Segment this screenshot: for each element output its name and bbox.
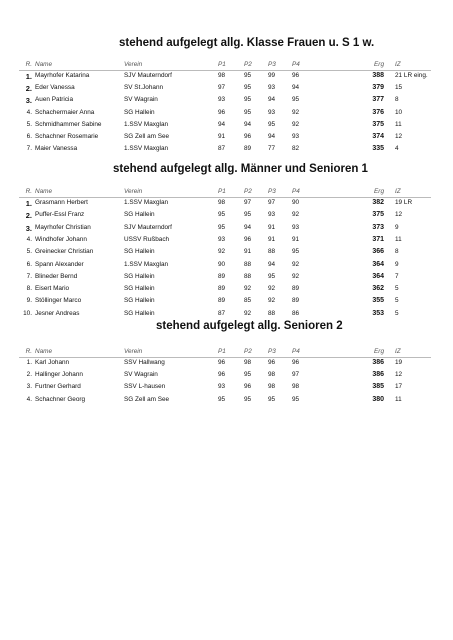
cell-iz: 5 bbox=[395, 297, 399, 305]
cell-name: Eisert Mario bbox=[35, 285, 70, 293]
cell-p3: 92 bbox=[268, 285, 276, 293]
header-name: Name bbox=[35, 188, 53, 195]
cell-verein: SSV L-hausen bbox=[124, 383, 166, 391]
cell-rank: 1. bbox=[25, 72, 32, 81]
cell-iz: 4 bbox=[395, 145, 399, 153]
header-erg: Erg bbox=[374, 61, 384, 68]
cell-erg: 375 bbox=[372, 120, 384, 128]
cell-p3: 77 bbox=[268, 145, 276, 153]
cell-iz: 19 bbox=[395, 359, 403, 366]
header-erg: Erg bbox=[374, 188, 384, 195]
table-row bbox=[0, 84, 453, 95]
cell-p4: 97 bbox=[292, 371, 300, 379]
cell-p3: 93 bbox=[268, 108, 276, 116]
cell-erg: 374 bbox=[372, 133, 384, 140]
table-row bbox=[0, 211, 453, 222]
header-verein: Verein bbox=[124, 348, 143, 355]
cell-verein: SG Hallein bbox=[124, 297, 155, 305]
cell-p1: 98 bbox=[218, 72, 226, 79]
cell-verein: SG Hallein bbox=[124, 248, 155, 256]
cell-p4: 98 bbox=[292, 383, 300, 391]
cell-erg: 371 bbox=[372, 235, 384, 243]
cell-p3: 88 bbox=[268, 309, 276, 317]
cell-erg: 355 bbox=[372, 297, 384, 305]
cell-erg: 385 bbox=[372, 383, 384, 391]
cell-p1: 92 bbox=[218, 248, 226, 256]
cell-rank: 2. bbox=[26, 371, 32, 379]
cell-p3: 94 bbox=[268, 133, 276, 140]
cell-p4: 91 bbox=[292, 235, 300, 243]
cell-erg: 364 bbox=[372, 272, 384, 280]
cell-p3: 95 bbox=[268, 395, 276, 403]
cell-iz: 12 bbox=[395, 371, 403, 379]
cell-erg: 364 bbox=[372, 260, 384, 268]
cell-p4: 90 bbox=[292, 199, 300, 206]
cell-name: Windhofer Johann bbox=[35, 235, 87, 243]
cell-name: Karl Johann bbox=[35, 359, 70, 366]
header-verein: Verein bbox=[124, 61, 143, 68]
header-iz: IZ bbox=[395, 188, 401, 195]
cell-verein: SV Wagrain bbox=[124, 371, 158, 379]
cell-iz: 12 bbox=[395, 211, 403, 219]
cell-name: Hallinger Johann bbox=[35, 371, 83, 379]
cell-name: Schachner Rosemarie bbox=[35, 133, 99, 140]
cell-p2: 97 bbox=[244, 199, 252, 206]
header-iz: IZ bbox=[395, 61, 401, 68]
cell-p2: 95 bbox=[244, 96, 252, 104]
cell-p4: 95 bbox=[292, 395, 300, 403]
cell-name: Spann Alexander bbox=[35, 260, 84, 268]
cell-verein: SG Hallein bbox=[124, 272, 155, 280]
cell-verein: USSV Rußbach bbox=[124, 235, 170, 243]
cell-erg: 366 bbox=[372, 248, 384, 256]
cell-p2: 88 bbox=[244, 260, 252, 268]
cell-rank: 2. bbox=[25, 84, 32, 94]
table-row bbox=[0, 72, 453, 83]
cell-p3: 98 bbox=[268, 371, 276, 379]
cell-erg: 362 bbox=[372, 285, 384, 293]
cell-p1: 91 bbox=[218, 133, 226, 140]
cell-p1: 97 bbox=[218, 84, 226, 92]
cell-name: Blineder Bernd bbox=[35, 272, 78, 280]
cell-p1: 98 bbox=[218, 199, 226, 206]
cell-rank: 1. bbox=[26, 359, 32, 366]
cell-rank: 3. bbox=[25, 96, 32, 106]
table-row bbox=[0, 109, 453, 120]
header-p3: P3 bbox=[268, 61, 276, 68]
header-erg: Erg bbox=[374, 348, 384, 355]
cell-p4: 92 bbox=[292, 260, 300, 268]
cell-name: Schachermaier Anna bbox=[35, 108, 95, 116]
cell-erg: 388 bbox=[372, 72, 384, 79]
header-divider bbox=[19, 197, 431, 198]
cell-verein: 1.SSV Maxglan bbox=[124, 260, 169, 268]
header-rank: R. bbox=[25, 188, 32, 195]
table-row bbox=[0, 121, 453, 132]
cell-p4: 96 bbox=[292, 72, 300, 79]
cell-rank: 8. bbox=[26, 285, 32, 293]
cell-name: Jesner Andreas bbox=[35, 309, 80, 317]
cell-rank: 3. bbox=[25, 223, 32, 233]
cell-rank: 4. bbox=[26, 235, 32, 243]
cell-erg: 380 bbox=[372, 395, 384, 403]
table-row bbox=[0, 224, 453, 235]
cell-rank: 7. bbox=[26, 272, 32, 280]
table-row bbox=[0, 285, 453, 296]
cell-p1: 95 bbox=[218, 223, 226, 231]
cell-p2: 95 bbox=[244, 371, 252, 379]
table-row bbox=[0, 359, 453, 370]
header-p4: P4 bbox=[292, 188, 300, 195]
cell-p1: 90 bbox=[218, 260, 226, 268]
cell-name: Auen Patricia bbox=[35, 96, 74, 104]
cell-p3: 93 bbox=[268, 84, 276, 92]
cell-rank: 9. bbox=[26, 297, 32, 305]
cell-p1: 89 bbox=[218, 297, 226, 305]
cell-p3: 94 bbox=[268, 260, 276, 268]
cell-p3: 94 bbox=[268, 96, 276, 104]
cell-p1: 89 bbox=[218, 272, 226, 280]
cell-p4: 89 bbox=[292, 285, 300, 293]
cell-rank: 4. bbox=[26, 395, 32, 403]
cell-iz: 5 bbox=[395, 285, 399, 293]
cell-p2: 94 bbox=[244, 223, 252, 231]
cell-p2: 96 bbox=[244, 235, 252, 243]
cell-rank: 3. bbox=[26, 383, 32, 391]
cell-p4: 92 bbox=[292, 120, 300, 128]
cell-verein: SV Wagrain bbox=[124, 96, 158, 104]
cell-p1: 93 bbox=[218, 235, 226, 243]
cell-rank: 6. bbox=[26, 260, 32, 268]
cell-p4: 89 bbox=[292, 297, 300, 305]
cell-erg: 353 bbox=[372, 309, 384, 317]
table-row bbox=[0, 371, 453, 382]
header-p1: P1 bbox=[218, 188, 226, 195]
cell-iz: 9 bbox=[395, 223, 399, 231]
cell-p4: 95 bbox=[292, 248, 300, 256]
cell-erg: 386 bbox=[372, 371, 384, 379]
cell-p2: 92 bbox=[244, 285, 252, 293]
table-row bbox=[0, 236, 453, 247]
cell-rank: 5. bbox=[26, 120, 32, 128]
header-iz: IZ bbox=[395, 348, 401, 355]
table-row bbox=[0, 133, 453, 144]
cell-verein: SG Zell am See bbox=[124, 395, 170, 403]
table-row bbox=[0, 297, 453, 308]
header-rank: R. bbox=[25, 61, 32, 68]
cell-p2: 95 bbox=[244, 84, 252, 92]
cell-p1: 95 bbox=[218, 395, 226, 403]
header-divider bbox=[19, 357, 431, 358]
cell-p3: 95 bbox=[268, 120, 276, 128]
cell-name: Grasmann Herbert bbox=[35, 199, 88, 206]
cell-iz: 7 bbox=[395, 272, 399, 280]
cell-p3: 91 bbox=[268, 235, 276, 243]
cell-iz: 8 bbox=[395, 96, 399, 104]
cell-p3: 91 bbox=[268, 223, 276, 231]
cell-p4: 86 bbox=[292, 309, 300, 317]
cell-erg: 382 bbox=[372, 199, 384, 206]
table-row bbox=[0, 396, 453, 407]
cell-iz: 9 bbox=[395, 260, 399, 268]
cell-iz: 19 LR bbox=[395, 199, 413, 206]
header-name: Name bbox=[35, 348, 53, 355]
cell-rank: 5. bbox=[26, 248, 32, 256]
cell-p3: 93 bbox=[268, 211, 276, 219]
cell-iz: 17 bbox=[395, 383, 403, 391]
cell-p3: 97 bbox=[268, 199, 276, 206]
cell-p1: 87 bbox=[218, 145, 226, 153]
cell-p3: 98 bbox=[268, 383, 276, 391]
cell-p4: 93 bbox=[292, 133, 300, 140]
cell-p1: 96 bbox=[218, 108, 226, 116]
cell-erg: 376 bbox=[372, 108, 384, 116]
cell-rank: 10. bbox=[23, 309, 32, 317]
header-rank: R. bbox=[25, 348, 32, 355]
cell-name: Schmidhammer Sabine bbox=[35, 120, 102, 128]
header-p4: P4 bbox=[292, 61, 300, 68]
cell-p1: 89 bbox=[218, 285, 226, 293]
cell-iz: 8 bbox=[395, 248, 399, 256]
cell-p2: 98 bbox=[244, 359, 252, 366]
cell-rank: 6. bbox=[26, 133, 32, 140]
cell-name: Greinecker Christian bbox=[35, 248, 94, 256]
header-p3: P3 bbox=[268, 188, 276, 195]
cell-name: Puffer-Essl Franz bbox=[35, 211, 85, 219]
cell-name: Mayrhofer Christian bbox=[35, 223, 91, 231]
cell-p2: 94 bbox=[244, 120, 252, 128]
cell-p1: 95 bbox=[218, 211, 226, 219]
header-p2: P2 bbox=[244, 61, 252, 68]
header-divider bbox=[19, 70, 431, 71]
cell-iz: 10 bbox=[395, 108, 403, 116]
cell-iz: 11 bbox=[395, 235, 402, 243]
cell-p2: 88 bbox=[244, 272, 252, 280]
header-p3: P3 bbox=[268, 348, 276, 355]
cell-verein: SJV Mauterndorf bbox=[124, 72, 172, 79]
cell-iz: 11 bbox=[395, 395, 402, 403]
table-row bbox=[0, 273, 453, 284]
cell-p4: 95 bbox=[292, 96, 300, 104]
cell-verein: SV St.Johann bbox=[124, 84, 164, 92]
header-p1: P1 bbox=[218, 348, 226, 355]
cell-p2: 92 bbox=[244, 309, 252, 317]
cell-name: Stöllinger Marco bbox=[35, 297, 82, 305]
cell-name: Furtner Gerhard bbox=[35, 383, 81, 391]
cell-verein: SG Hallein bbox=[124, 211, 155, 219]
table-row bbox=[0, 383, 453, 394]
header-name: Name bbox=[35, 61, 53, 68]
cell-name: Schachner Georg bbox=[35, 395, 86, 403]
cell-p2: 89 bbox=[244, 145, 252, 153]
header-p4: P4 bbox=[292, 348, 300, 355]
cell-erg: 373 bbox=[372, 223, 384, 231]
cell-p2: 91 bbox=[244, 248, 252, 256]
cell-verein: SJV Mauterndorf bbox=[124, 223, 172, 231]
cell-erg: 335 bbox=[372, 145, 384, 153]
cell-rank: 7. bbox=[26, 145, 32, 153]
cell-p2: 96 bbox=[244, 133, 252, 140]
cell-verein: SG Zell am See bbox=[124, 133, 170, 140]
cell-p4: 96 bbox=[292, 359, 300, 366]
cell-p3: 92 bbox=[268, 297, 276, 305]
header-p2: P2 bbox=[244, 348, 252, 355]
cell-iz: 11 bbox=[395, 120, 402, 128]
cell-p4: 93 bbox=[292, 223, 300, 231]
cell-rank: 4. bbox=[26, 108, 32, 116]
table-row bbox=[0, 199, 453, 210]
cell-erg: 377 bbox=[372, 96, 384, 104]
cell-verein: SG Hallein bbox=[124, 285, 155, 293]
table-row bbox=[0, 96, 453, 107]
cell-iz: 15 bbox=[395, 84, 403, 92]
cell-iz: 12 bbox=[395, 133, 403, 140]
cell-p2: 85 bbox=[244, 297, 252, 305]
cell-p3: 95 bbox=[268, 272, 276, 280]
cell-verein: 1.SSV Maxglan bbox=[124, 199, 169, 206]
cell-p3: 99 bbox=[268, 72, 276, 79]
header-p2: P2 bbox=[244, 188, 252, 195]
cell-erg: 375 bbox=[372, 211, 384, 219]
table-row bbox=[0, 261, 453, 272]
cell-rank: 2. bbox=[25, 211, 32, 221]
cell-p1: 94 bbox=[218, 120, 226, 128]
cell-p1: 87 bbox=[218, 309, 226, 317]
cell-p4: 82 bbox=[292, 145, 300, 153]
cell-p3: 96 bbox=[268, 359, 276, 366]
header-p1: P1 bbox=[218, 61, 226, 68]
cell-p4: 92 bbox=[292, 211, 300, 219]
cell-rank: 1. bbox=[25, 199, 32, 208]
header-verein: Verein bbox=[124, 188, 143, 195]
cell-p2: 95 bbox=[244, 395, 252, 403]
cell-p4: 94 bbox=[292, 84, 300, 92]
cell-p2: 95 bbox=[244, 72, 252, 79]
section-title: stehend aufgelegt allg. Männer und Senioren 1 bbox=[113, 163, 368, 175]
cell-name: Mayrhofer Katarina bbox=[35, 72, 90, 79]
cell-name: Eder Vanessa bbox=[35, 84, 75, 92]
cell-p1: 96 bbox=[218, 371, 226, 379]
cell-p2: 95 bbox=[244, 211, 252, 219]
cell-erg: 386 bbox=[372, 359, 384, 366]
cell-p4: 92 bbox=[292, 272, 300, 280]
cell-p3: 88 bbox=[268, 248, 276, 256]
cell-p2: 96 bbox=[244, 383, 252, 391]
cell-verein: 1.SSV Maxglan bbox=[124, 145, 169, 153]
cell-verein: SG Hallein bbox=[124, 309, 155, 317]
cell-p4: 92 bbox=[292, 108, 300, 116]
cell-p2: 95 bbox=[244, 108, 252, 116]
cell-iz: 5 bbox=[395, 309, 399, 317]
cell-name: Maier Vanessa bbox=[35, 145, 78, 153]
section-title: stehend aufgelegt allg. Klasse Frauen u. S 1 w. bbox=[119, 37, 375, 49]
cell-p1: 93 bbox=[218, 96, 226, 104]
cell-verein: 1.SSV Maxglan bbox=[124, 120, 169, 128]
table-row bbox=[0, 248, 453, 259]
section-title: stehend aufgelegt allg. Senioren 2 bbox=[156, 320, 343, 332]
cell-verein: SSV Hallwang bbox=[124, 359, 165, 366]
cell-erg: 379 bbox=[372, 84, 384, 92]
table-row bbox=[0, 145, 453, 156]
cell-p1: 93 bbox=[218, 383, 226, 391]
cell-verein: SG Hallein bbox=[124, 108, 155, 116]
cell-p1: 96 bbox=[218, 359, 226, 366]
cell-iz: 21 LR eing. bbox=[395, 72, 428, 79]
